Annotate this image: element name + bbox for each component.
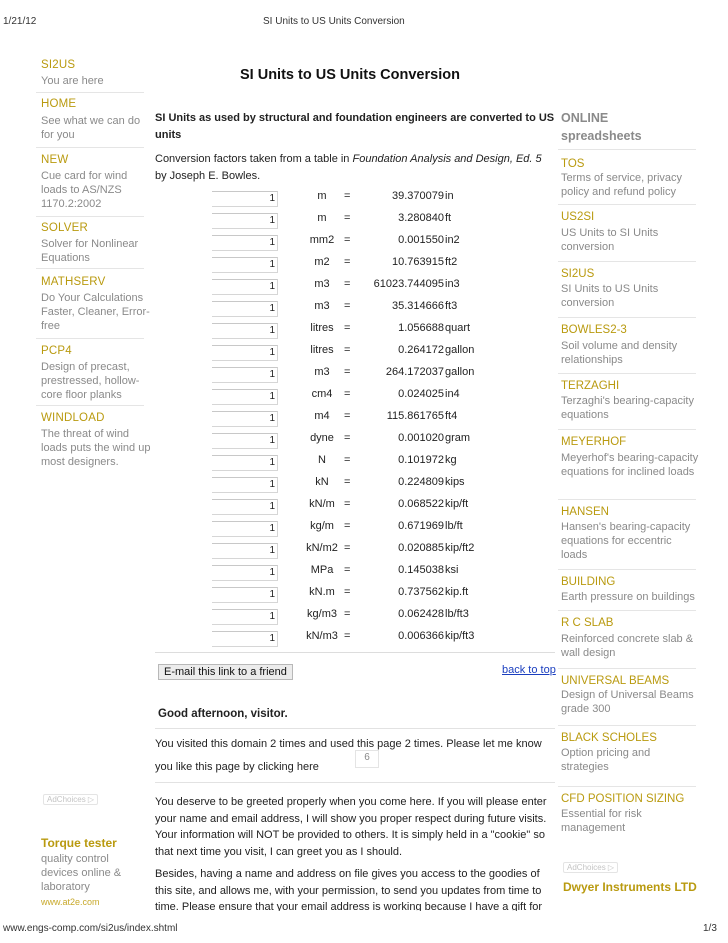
- spreadsheet-desc: Earth pressure on buildings: [561, 591, 695, 603]
- us-unit: ksi: [445, 564, 459, 576]
- equals-sign: =: [344, 630, 351, 642]
- us-unit: kip.ft: [445, 586, 469, 598]
- converted-value: 0.101972: [398, 454, 444, 466]
- sidebar-item-windload[interactable]: WINDLOAD: [41, 412, 105, 424]
- right-divider: [558, 668, 696, 669]
- spreadsheet-desc: Soil volume and density relationships: [561, 340, 678, 366]
- sidebar-item-solver[interactable]: SOLVER: [41, 222, 89, 234]
- like-counter[interactable]: 6: [355, 750, 379, 768]
- si-unit: N: [318, 454, 326, 466]
- equals-sign: =: [344, 344, 351, 356]
- converted-value: 35.314666: [392, 300, 444, 312]
- back-to-top-link[interactable]: back to top: [502, 664, 556, 676]
- spreadsheet-link[interactable]: HANSEN: [561, 506, 609, 518]
- us-unit: kip/ft: [445, 498, 469, 510]
- spreadsheet-desc: Design of Universal Beams grade 300: [561, 689, 694, 715]
- page-title: SI Units to US Units Conversion: [240, 67, 460, 83]
- spreadsheet-desc: SI Units to US Units conversion: [561, 283, 659, 309]
- spreadsheet-desc: US Units to SI Units conversion: [561, 227, 659, 253]
- si-unit: kN.m: [309, 586, 335, 598]
- table-divider: [155, 652, 555, 653]
- converted-value: 0.001020: [398, 432, 444, 444]
- online-heading-line1: ONLINE: [561, 111, 609, 125]
- converted-value: 1.056688: [398, 322, 444, 334]
- us-unit: in2: [445, 234, 460, 246]
- source-text: [155, 151, 555, 184]
- right-divider: [558, 569, 696, 570]
- greeting-divider: [155, 728, 555, 729]
- right-divider: [558, 786, 696, 787]
- converted-value: 0.224809: [398, 476, 444, 488]
- sidebar-divider: [36, 147, 144, 148]
- us-unit: lb/ft: [445, 520, 463, 532]
- si-unit: kN/m3: [306, 630, 338, 642]
- converted-value: 0.006366: [398, 630, 444, 642]
- right-divider: [558, 373, 696, 374]
- converted-value: 39.370079: [392, 190, 444, 202]
- value-input[interactable]: 1: [212, 631, 278, 647]
- value-input[interactable]: 1: [212, 279, 278, 295]
- si-unit: kN/m2: [306, 542, 338, 554]
- converted-value: 0.020885: [398, 542, 444, 554]
- equals-sign: =: [344, 454, 351, 466]
- us-unit: kip/ft2: [445, 542, 475, 554]
- spreadsheet-desc: Option pricing and strategies: [561, 747, 651, 773]
- value-input[interactable]: 1: [212, 455, 278, 471]
- converted-value: 0.001550: [398, 234, 444, 246]
- equals-sign: =: [344, 498, 351, 510]
- ad-title[interactable]: Torque tester: [41, 836, 117, 850]
- right-divider: [558, 610, 696, 611]
- equals-sign: =: [344, 300, 351, 312]
- ad-url[interactable]: www.at2e.com: [41, 897, 100, 907]
- spreadsheet-link[interactable]: MEYERHOF: [561, 436, 627, 448]
- sidebar-divider: [36, 338, 144, 339]
- converted-value: 0.062428: [398, 608, 444, 620]
- sidebar-item-solver-desc: Solver for Nonlinear Equations: [41, 238, 139, 264]
- spreadsheet-link[interactable]: R C SLAB: [561, 617, 614, 629]
- spreadsheet-link[interactable]: BUILDING: [561, 576, 616, 588]
- equals-sign: =: [344, 542, 351, 554]
- value-input[interactable]: 1: [212, 389, 278, 405]
- value-input[interactable]: 1: [212, 191, 278, 207]
- equals-sign: =: [344, 410, 351, 422]
- online-heading: [561, 109, 642, 145]
- value-input[interactable]: 1: [212, 433, 278, 449]
- equals-sign: =: [344, 608, 351, 620]
- online-heading-line2: spreadsheets: [561, 129, 642, 143]
- equals-sign: =: [344, 432, 351, 444]
- value-input[interactable]: 1: [212, 257, 278, 273]
- us-unit: in4: [445, 388, 460, 400]
- us-unit: ft4: [445, 410, 458, 422]
- us-unit: lb/ft3: [445, 608, 469, 620]
- sidebar-you-are-here: You are here: [41, 75, 104, 87]
- converted-value: 0.068522: [398, 498, 444, 510]
- equals-sign: =: [344, 564, 351, 576]
- sidebar-item-home-desc: See what we can do for you: [41, 115, 141, 141]
- right-divider: [558, 204, 696, 205]
- equals-sign: =: [344, 520, 351, 532]
- si-unit: kg/m: [310, 520, 334, 532]
- right-divider: [558, 499, 696, 500]
- value-input[interactable]: 1: [212, 323, 278, 339]
- us-unit: quart: [445, 322, 471, 334]
- si-unit: m3: [314, 300, 330, 312]
- converted-value: 0.024025: [398, 388, 444, 400]
- equals-sign: =: [344, 278, 351, 290]
- equals-sign: =: [344, 366, 351, 378]
- equals-sign: =: [344, 586, 351, 598]
- value-input[interactable]: 1: [212, 235, 278, 251]
- converted-value: 0.671969: [398, 520, 444, 532]
- ad-choices-badge-right[interactable]: AdChoices ▷: [563, 862, 618, 873]
- sidebar-item-new-desc: Cue card for wind loads to AS/NZS 1170.2:2002: [41, 170, 128, 210]
- sidebar-item-pcp4-desc: Design of precast, prestressed, hollow-core floor planks: [41, 361, 140, 401]
- spreadsheet-link[interactable]: US2SI: [561, 211, 595, 223]
- value-input[interactable]: 1: [212, 499, 278, 515]
- si-unit: litres: [310, 344, 334, 356]
- si-unit: dyne: [310, 432, 334, 444]
- us-unit: kg: [445, 454, 457, 466]
- equals-sign: =: [344, 190, 351, 202]
- value-input[interactable]: 1: [212, 411, 278, 427]
- sidebar-divider: [36, 268, 144, 269]
- spreadsheet-desc: Hansen's bearing-capacity equations for eccentric loads: [561, 521, 691, 561]
- greeting: Good afternoon, visitor.: [158, 708, 288, 720]
- value-input[interactable]: 1: [212, 543, 278, 559]
- equals-sign: =: [344, 322, 351, 334]
- sidebar-item-windload-desc: The threat of wind loads puts the wind up most designers.: [41, 428, 151, 468]
- value-input[interactable]: 1: [212, 477, 278, 493]
- ad-description: quality control devices online & laboratory: [41, 853, 122, 893]
- us-unit: ft2: [445, 256, 458, 268]
- converted-value: 61023.744095: [373, 278, 444, 290]
- print-url: www.engs-comp.com/si2us/index.shtml: [3, 923, 178, 934]
- spreadsheet-desc: Meyerhof's bearing-capacity equations for inclined loads: [561, 452, 699, 478]
- us-unit: gram: [445, 432, 471, 444]
- spreadsheet-link[interactable]: CFD POSITION SIZING: [561, 793, 685, 805]
- sidebar-item-home[interactable]: HOME: [41, 98, 77, 110]
- spreadsheet-desc: Reinforced concrete slab & wall design: [561, 633, 694, 659]
- sidebar-item-mathserv-desc: Do Your Calculations Faster, Cleaner, Error-free: [41, 292, 150, 332]
- converted-value: 3.280840: [398, 212, 444, 224]
- value-input[interactable]: 1: [212, 521, 278, 537]
- converted-value: 0.145038: [398, 564, 444, 576]
- right-divider: [558, 149, 696, 150]
- si-unit: litres: [310, 322, 334, 334]
- print-title: SI Units to US Units Conversion: [263, 16, 405, 27]
- equals-sign: =: [344, 234, 351, 246]
- print-page-number: 1/3: [703, 923, 717, 934]
- spreadsheet-desc: Terms of service, privacy policy and refund policy: [561, 172, 683, 198]
- us-unit: gallon: [445, 344, 475, 356]
- value-input[interactable]: 1: [212, 587, 278, 603]
- converted-value: 0.264172: [398, 344, 444, 356]
- si-unit: m: [317, 190, 327, 202]
- spreadsheet-link[interactable]: BLACK SCHOLES: [561, 732, 657, 744]
- right-divider: [558, 317, 696, 318]
- value-input[interactable]: 1: [212, 301, 278, 317]
- sidebar-item-mathserv[interactable]: MATHSERV: [41, 276, 106, 288]
- equals-sign: =: [344, 256, 351, 268]
- si-unit: m3: [314, 278, 330, 290]
- equals-sign: =: [344, 388, 351, 400]
- value-input[interactable]: 1: [212, 609, 278, 625]
- si-unit: kN: [315, 476, 329, 488]
- us-unit: gallon: [445, 366, 475, 378]
- converted-value: 10.763915: [392, 256, 444, 268]
- sidebar-item-pcp4[interactable]: PCP4: [41, 345, 72, 357]
- spreadsheet-link[interactable]: TOS: [561, 158, 585, 170]
- ad-choices-badge[interactable]: AdChoices ▷: [43, 794, 98, 805]
- intro-text: SI Units as used by structural and foundation engineers are converted to US units: [155, 112, 555, 141]
- print-date: 1/21/12: [3, 16, 37, 27]
- si-unit: m3: [314, 366, 330, 378]
- right-divider: [558, 429, 696, 430]
- us-unit: ft3: [445, 300, 458, 312]
- benefits-paragraph: Besides, having a name and address on file gives you access to the goodies of this site, and allows me, with your permission, to send you updates from time to time. Please ensure that your email address is working because I have a gift for: [155, 868, 543, 911]
- value-input[interactable]: 1: [212, 565, 278, 581]
- si-unit: m: [317, 212, 327, 224]
- spreadsheet-link[interactable]: TERZAGHI: [561, 380, 620, 392]
- spreadsheet-link[interactable]: UNIVERSAL BEAMS: [561, 675, 670, 687]
- us-unit: kips: [445, 476, 465, 488]
- si-unit: m2: [314, 256, 330, 268]
- us-unit: ft: [445, 212, 452, 224]
- equals-sign: =: [344, 212, 351, 224]
- converted-value: 0.737562: [398, 586, 444, 598]
- si-unit: mm2: [309, 234, 335, 246]
- spreadsheet-desc: Terzaghi's bearing-capacity equations: [561, 395, 694, 421]
- sidebar-divider: [36, 405, 144, 406]
- converted-value: 264.172037: [385, 366, 444, 378]
- equals-sign: =: [344, 476, 351, 488]
- si-unit: kN/m: [309, 498, 335, 510]
- us-unit: in: [445, 190, 454, 202]
- greeting-paragraph: You deserve to be greeted properly when you come here. If you will please enter your name and email address, I will show you proper respect during future visits. Your information will NOT be provided to others. It is simply held in a "cookie" so that next time you visit, I can greet you as I should.: [155, 796, 547, 858]
- source-text-b: by Joseph E. Bowles.: [155, 169, 261, 182]
- source-book-title: Foundation Analysis and Design, Ed. 5: [352, 153, 542, 165]
- right-divider: [558, 725, 696, 726]
- sidebar-item-new[interactable]: NEW: [41, 154, 69, 166]
- source-text-a: Conversion factors taken from a table in: [155, 153, 353, 165]
- value-input[interactable]: 1: [212, 213, 278, 229]
- si-unit: m4: [314, 410, 330, 422]
- spreadsheet-link[interactable]: SI2US: [561, 268, 595, 280]
- right-divider: [558, 261, 696, 262]
- si-unit: MPa: [310, 564, 334, 576]
- sidebar-divider: [36, 216, 144, 217]
- spreadsheet-desc: Essential for risk management: [561, 808, 642, 834]
- visit-divider: [155, 782, 555, 783]
- spreadsheet-link[interactable]: BOWLES2-3: [561, 324, 627, 336]
- us-unit: kip/ft3: [445, 630, 475, 642]
- value-input[interactable]: 1: [212, 367, 278, 383]
- si-unit: kg/m3: [307, 608, 337, 620]
- email-link-button[interactable]: E-mail this link to a friend: [158, 664, 293, 680]
- sidebar-si2us[interactable]: SI2US: [41, 59, 76, 71]
- si-unit: cm4: [311, 388, 333, 400]
- value-input[interactable]: 1: [212, 345, 278, 361]
- right-ad-title[interactable]: Dwyer Instruments LTD: [563, 880, 697, 894]
- visit-text: You visited this domain 2 times and used this page 2 times. Please let me know you like this page by clicking here: [155, 738, 542, 773]
- sidebar-divider: [36, 92, 144, 93]
- converted-value: 115.861765: [386, 410, 444, 422]
- us-unit: in3: [445, 278, 460, 290]
